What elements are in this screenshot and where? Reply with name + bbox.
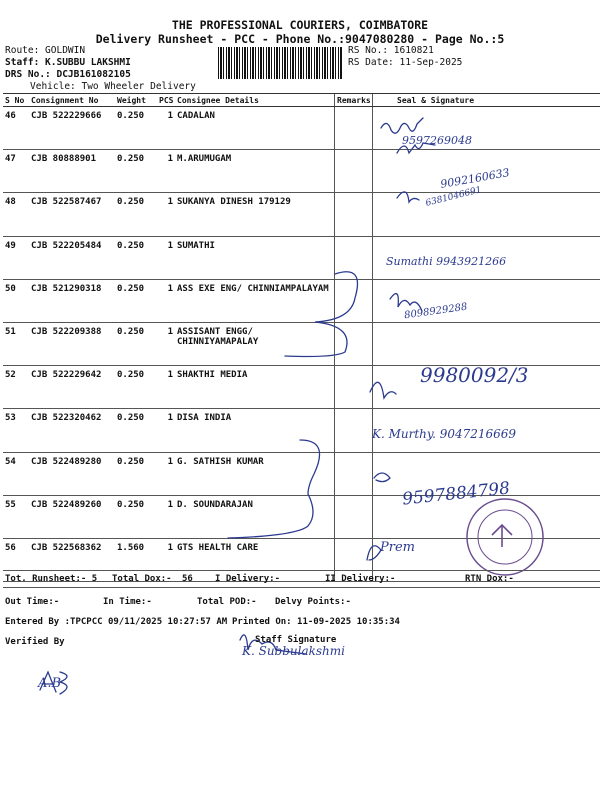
- row-weight: 0.250: [115, 322, 157, 365]
- rtn-dox: RTN Dox:-: [465, 574, 514, 584]
- row-weight: 0.250: [115, 236, 157, 279]
- handwriting-52: 9980092/3: [420, 363, 529, 387]
- rs-date: RS Date: 11-Sep-2025: [348, 57, 463, 68]
- handwriting-47: 9092160633: [439, 166, 511, 191]
- ii-delivery: II Delivery:-: [325, 574, 396, 584]
- verified-by: Verified By: [5, 637, 65, 647]
- row-consignee: SHAKTHI MEDIA: [175, 366, 335, 409]
- staff-signature-label: Staff Signature: [255, 635, 337, 645]
- col-consignee: Consignee Details: [175, 94, 335, 107]
- total-dox-value: 56: [182, 574, 193, 584]
- row-sno: 54: [3, 452, 29, 495]
- row-consignment: CJB 522320462: [29, 409, 115, 452]
- row-pcs: 1: [157, 236, 175, 279]
- row-sno: 49: [3, 236, 29, 279]
- col-weight: Weight: [115, 94, 157, 107]
- totals-divider: [3, 570, 600, 571]
- out-time: Out Time:-: [5, 597, 60, 607]
- row-consignee: D. SOUNDARAJAN: [175, 495, 335, 538]
- col-remarks: Remarks: [335, 94, 373, 107]
- row-pcs: 1: [157, 366, 175, 409]
- runsheet-subtitle: Delivery Runsheet - PCC - Phone No.:9047080280 - Page No.:5: [95, 32, 505, 46]
- verified-handwriting: A.B: [38, 676, 62, 691]
- company-seal: [467, 499, 543, 575]
- row-weight: 0.250: [115, 495, 157, 538]
- row-consignment: CJB 522229642: [29, 366, 115, 409]
- row-sno: 47: [3, 150, 29, 193]
- row-sno: 50: [3, 279, 29, 322]
- row-weight: 1.560: [115, 538, 157, 581]
- row-pcs: 1: [157, 279, 175, 322]
- sig-stroke-56: [367, 546, 381, 560]
- row-sno: 53: [3, 409, 29, 452]
- row-pcs: 1: [157, 193, 175, 236]
- sig-stroke-55: [374, 473, 390, 482]
- row-consignment: CJB 522229666: [29, 107, 115, 150]
- printed-on: Printed On: 11-09-2025 10:35:34: [232, 617, 400, 627]
- row-pcs: 1: [157, 322, 175, 365]
- bracket-54-56: [228, 440, 320, 538]
- row-weight: 0.250: [115, 366, 157, 409]
- sig-stroke-48: [397, 192, 419, 202]
- rs-number: RS No.: 1610821: [348, 45, 434, 56]
- row-consignee: GTS HEALTH CARE: [175, 538, 335, 581]
- entered-by: Entered By :TPCPCC 09/11/2025 10:27:57 AM: [5, 617, 228, 627]
- row-consignment: CJB 522205484: [29, 236, 115, 279]
- row-pcs: 1: [157, 538, 175, 581]
- row-consignment: CJB 522489280: [29, 452, 115, 495]
- vehicle-label: Vehicle: Two Wheeler Delivery: [30, 81, 196, 92]
- row-consignee: SUMATHI: [175, 236, 335, 279]
- row-consignment: CJB 522568362: [29, 538, 115, 581]
- row-sno: 48: [3, 193, 29, 236]
- handwriting-55: 9597884798: [401, 478, 511, 510]
- company-title: THE PROFESSIONAL COURIERS, COIMBATORE: [171, 18, 429, 32]
- delvy-points: Delvy Points:-: [275, 597, 351, 607]
- handwriting-56: Prem: [380, 540, 415, 555]
- col-sno: S No: [3, 94, 29, 107]
- row-consignee: DISA INDIA: [175, 409, 335, 452]
- total-dox-label: Total Dox:-: [112, 574, 172, 584]
- row-weight: 0.250: [115, 107, 157, 150]
- row-consignee: G. SATHISH KUMAR: [175, 452, 335, 495]
- bracket-50-51: [285, 272, 358, 357]
- row-weight: 0.250: [115, 193, 157, 236]
- total-pod: Total POD:-: [197, 597, 257, 607]
- row-consignee: M.ARUMUGAM: [175, 150, 335, 193]
- row-pcs: 1: [157, 409, 175, 452]
- row-pcs: 1: [157, 150, 175, 193]
- row-sno: 51: [3, 322, 29, 365]
- row-sno: 56: [3, 538, 29, 581]
- row-consignment: CJB 522489260: [29, 495, 115, 538]
- row-weight: 0.250: [115, 279, 157, 322]
- in-time: In Time:-: [103, 597, 152, 607]
- row-pcs: 1: [157, 452, 175, 495]
- handwriting-53: K. Murthy. 9047216669: [372, 427, 517, 441]
- sig-stroke-52: [370, 382, 396, 398]
- handwriting-46: 9597269048: [402, 134, 472, 147]
- totals-bottom-divider: [3, 587, 600, 588]
- row-consignee: CADALAN: [175, 107, 335, 150]
- row-consignee: SUKANYA DINESH 179129: [175, 193, 335, 236]
- row-sno: 46: [3, 107, 29, 150]
- row-weight: 0.250: [115, 452, 157, 495]
- col-seal-signature: Seal & Signature: [373, 94, 600, 107]
- total-runsheet: Tot. Runsheet:- 5: [5, 574, 98, 584]
- row-sno: 55: [3, 495, 29, 538]
- row-weight: 0.250: [115, 409, 157, 452]
- col-consignment: Consignment No: [29, 94, 115, 107]
- row-consignee: ASS EXE ENG/ CHINNIAMPALAYAM: [175, 279, 335, 322]
- row-consignment: CJB 521290318: [29, 279, 115, 322]
- route-label: Route: GOLDWIN: [5, 45, 86, 56]
- drs-label: DRS No.: DCJB161082105: [5, 69, 131, 80]
- row-consignee: ASSISANT ENGG/ CHINNIYAMAPALAY: [175, 322, 335, 365]
- handwriting-51: 8098929288: [403, 301, 469, 322]
- row-consignment: CJB 522587467: [29, 193, 115, 236]
- row-weight: 0.250: [115, 150, 157, 193]
- i-delivery: I Delivery:-: [215, 574, 281, 584]
- sig-stroke-46: [381, 118, 423, 133]
- row-consignment: CJB 80888901: [29, 150, 115, 193]
- row-pcs: 1: [157, 495, 175, 538]
- row-pcs: 1: [157, 107, 175, 150]
- handwriting-48: 6381046691: [424, 185, 483, 209]
- staff-label: Staff: K.SUBBU LAKSHMI: [5, 57, 131, 68]
- handwriting-49: Sumathi 9943921266: [386, 255, 507, 268]
- row-sno: 52: [3, 366, 29, 409]
- staff-signature-handwriting: K. Subbulakshmi: [242, 644, 346, 658]
- row-consignment: CJB 522209388: [29, 322, 115, 365]
- col-pcs: PCS: [159, 95, 174, 105]
